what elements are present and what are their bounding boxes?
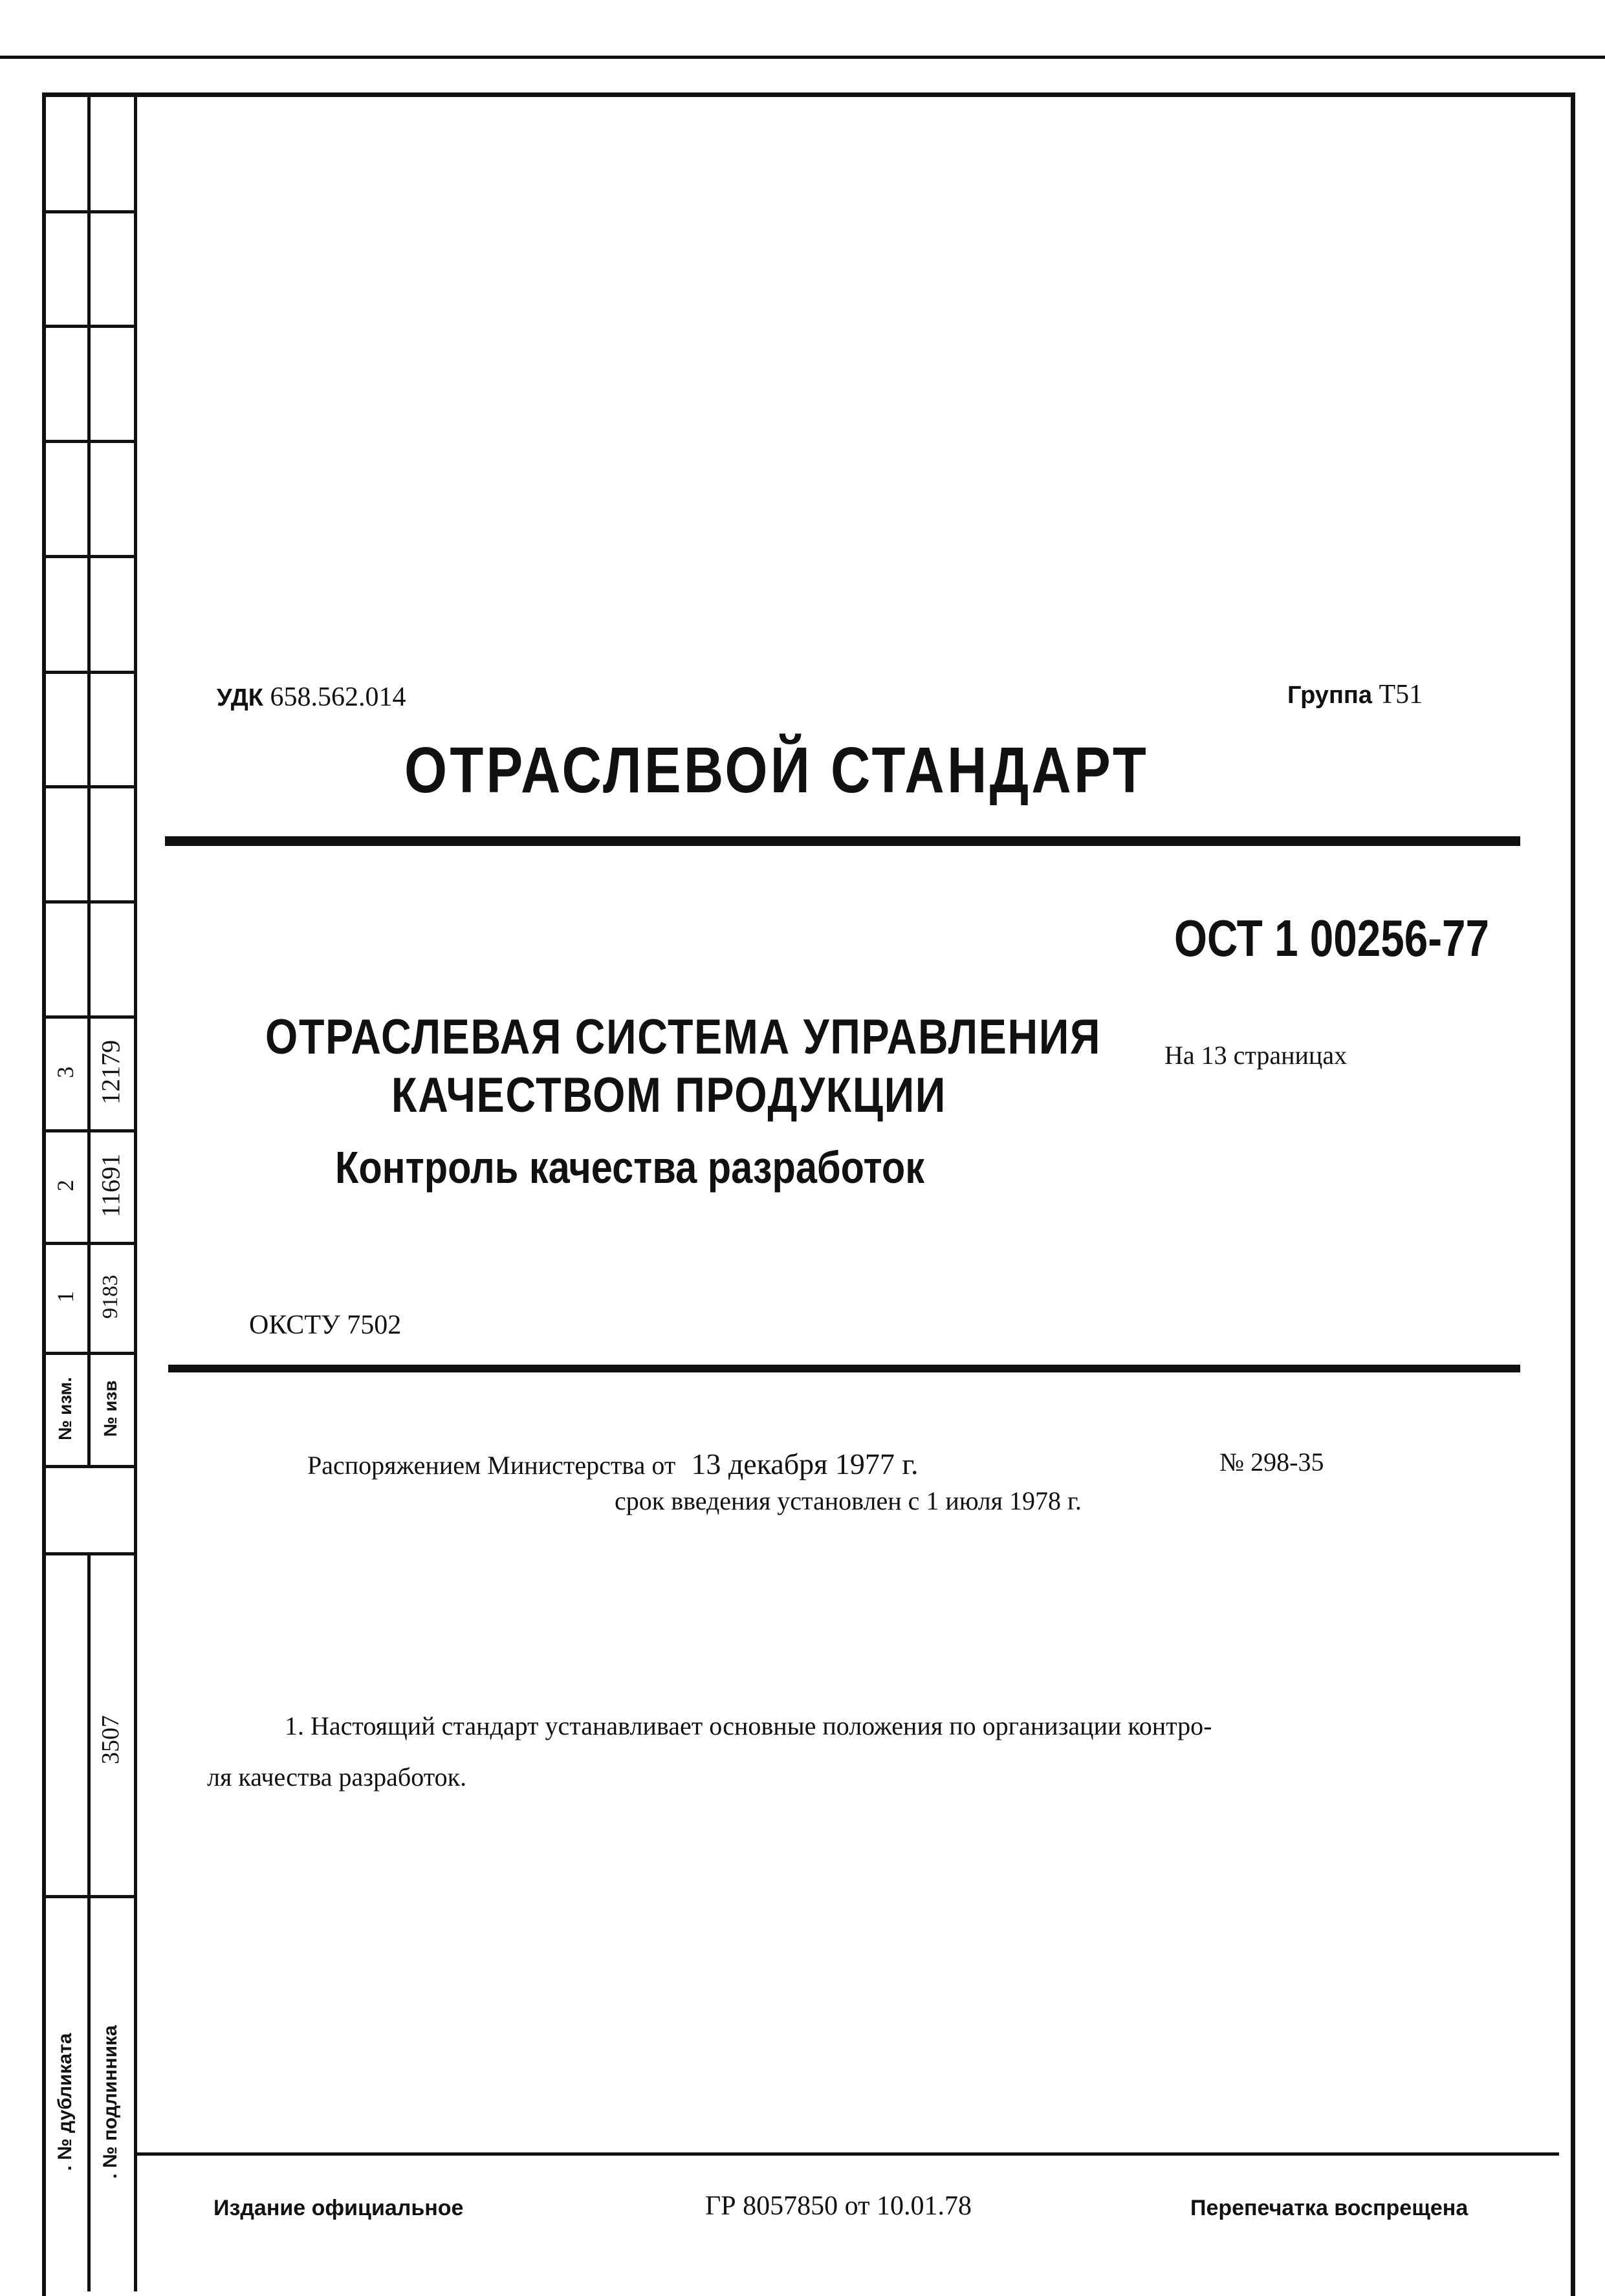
group-label: Группа: [1287, 682, 1372, 709]
standard-title-line2: КАЧЕСТВОМ ПРОДУКЦИИ: [391, 1068, 947, 1123]
udk-value: 658.562.014: [270, 682, 406, 712]
order-prefix: Распоряжением Министерства от: [307, 1451, 676, 1480]
revision-table-row-line: [42, 325, 137, 328]
udk-label: УДК: [217, 684, 263, 711]
revision-table-row-line: [42, 440, 137, 443]
revision-table-row-line: [42, 1015, 137, 1019]
change-number: 2: [52, 1180, 78, 1191]
edition-note: Издание официальное: [213, 2196, 464, 2220]
paragraph-1-line1: 1. Настоящий стандарт устанавливает основные положения по организации контро-: [285, 1711, 1212, 1740]
revision-table-row-line: [42, 785, 137, 788]
standard-title-line1: ОТРАСЛЕВАЯ СИСТЕМА УПРАВЛЕНИЯ: [265, 1010, 1102, 1065]
duplicate-label: . № дубликата: [54, 2033, 76, 2171]
revision-table-divider: [87, 92, 91, 1467]
registration-box-row-line: [42, 1895, 137, 1898]
okstu-code: ОКСТУ 7502: [249, 1310, 402, 1340]
page-frame: [42, 92, 1575, 2296]
order-number: № 298-35: [1219, 1447, 1324, 1477]
registration-box-divider: [87, 1552, 91, 2291]
original-label: . № подлинника: [100, 2025, 121, 2179]
revision-table-row-line: [42, 555, 137, 558]
revision-table-bottom-line: [42, 1465, 137, 1468]
revision-table-row-line: [42, 1242, 137, 1245]
original-number: 3507: [97, 1715, 124, 1764]
document-type-title: ОТРАСЛЕВОЙ СТАНДАРТ: [404, 734, 1150, 807]
standard-code: ОСТ 1 00256-77: [1174, 909, 1490, 967]
revision-table-row-line: [42, 1129, 137, 1132]
revision-table-row-line: [42, 671, 137, 674]
change-number-header: № изм.: [55, 1377, 75, 1440]
notice-number: 11691: [96, 1153, 126, 1218]
revision-table-row-line: [42, 900, 137, 904]
footer-rule: [136, 2152, 1559, 2156]
revision-table-row-line: [42, 210, 137, 213]
page-count: На 13 страницах: [1164, 1041, 1348, 1070]
revision-table-row-line: [42, 1352, 137, 1355]
standard-subtitle: Контроль качества разработок: [335, 1142, 925, 1193]
title-rule: [165, 836, 1520, 846]
registration-number: ГР 8057850 от 10.01.78: [705, 2191, 972, 2221]
order-line2: срок введения установлен с 1 июля 1978 г.: [615, 1486, 1082, 1515]
revision-table-border: [134, 92, 137, 2291]
change-number: 1: [52, 1291, 78, 1303]
notice-number: 12179: [96, 1040, 126, 1105]
okstu-rule: [168, 1365, 1520, 1372]
group-value: Т51: [1379, 680, 1423, 709]
notice-number: 9183: [98, 1275, 122, 1319]
change-number: 3: [52, 1067, 78, 1078]
group-line: [1287, 679, 1423, 710]
top-rule: [0, 56, 1605, 59]
order-date: 13 декабря 1977 г.: [691, 1447, 919, 1480]
order-line1: [307, 1447, 919, 1481]
paragraph-1-line2: ля качества разработок.: [207, 1762, 467, 1792]
notice-number-header: № изв: [100, 1380, 120, 1437]
reprint-notice: Перепечатка воспрещена: [1190, 2196, 1469, 2220]
udk-line: [217, 682, 406, 713]
